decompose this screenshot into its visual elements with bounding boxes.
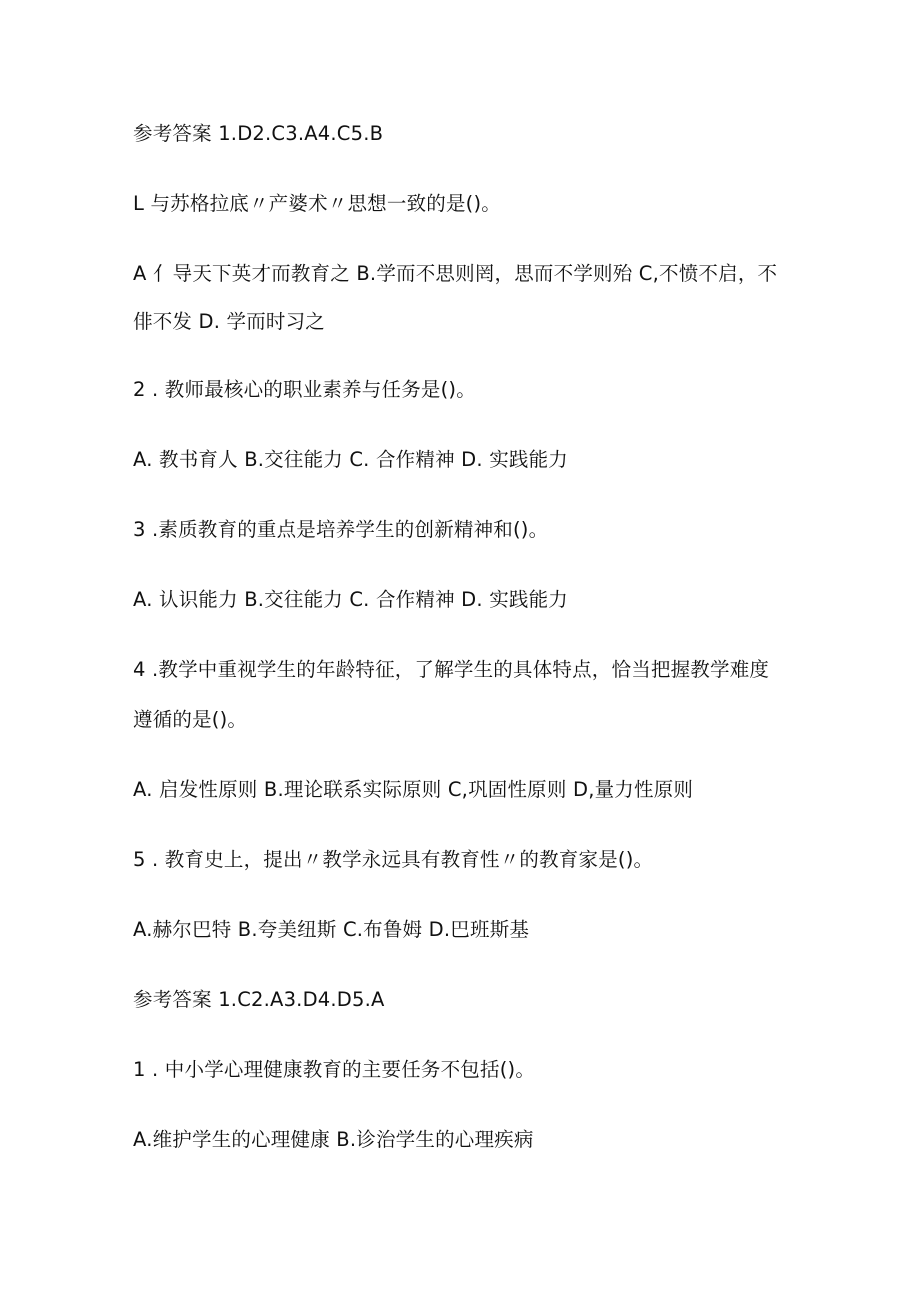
answer-key-1: 参考答案 1.D2.C3.A4.C5.B [133,122,384,145]
answer-key-2: 参考答案 1.C2.A3.D4.D5.A [133,988,385,1011]
question-1-options-line-1: A 亻导天下英才而教育之 B.学而不思则罔，思而不学则殆 C,不愤不启，不 [133,262,778,285]
question-5-options: A.赫尔巴特 B.夸美纽斯 C.布鲁姆 D.巴班斯基 [133,918,530,941]
next-question-1-stem: 1 . 中小学心理健康教育的主要任务不包括()。 [133,1058,536,1081]
next-question-1-options: A.维护学生的心理健康 B.诊治学生的心理疾病 [133,1128,534,1151]
question-1-options-line-2: 俳不发 D. 学而时习之 [133,310,326,333]
question-2-options: A. 教书育人 B.交往能力 C. 合作精神 D. 实践能力 [133,448,568,471]
question-1-stem: L 与苏格拉底〃产婆术〃思想一致的是()。 [133,192,501,215]
question-3-options: A. 认识能力 B.交往能力 C. 合作精神 D. 实践能力 [133,588,568,611]
question-5-stem: 5 . 教育史上，提出〃教学永远具有教育性〃的教育家是()。 [133,848,654,871]
question-4-options: A. 启发性原则 B.理论联系实际原则 C,巩固性原则 D,量力性原则 [133,778,694,801]
question-3-stem: 3 .素质教育的重点是培养学生的创新精神和()。 [133,518,549,541]
question-4-stem-line-1: 4 .教学中重视学生的年龄特征，了解学生的具体特点，恰当把握教学难度 [133,658,770,681]
question-4-stem-line-2: 遵循的是()。 [133,708,248,731]
question-2-stem: 2 . 教师最核心的职业素养与任务是()。 [133,378,476,401]
